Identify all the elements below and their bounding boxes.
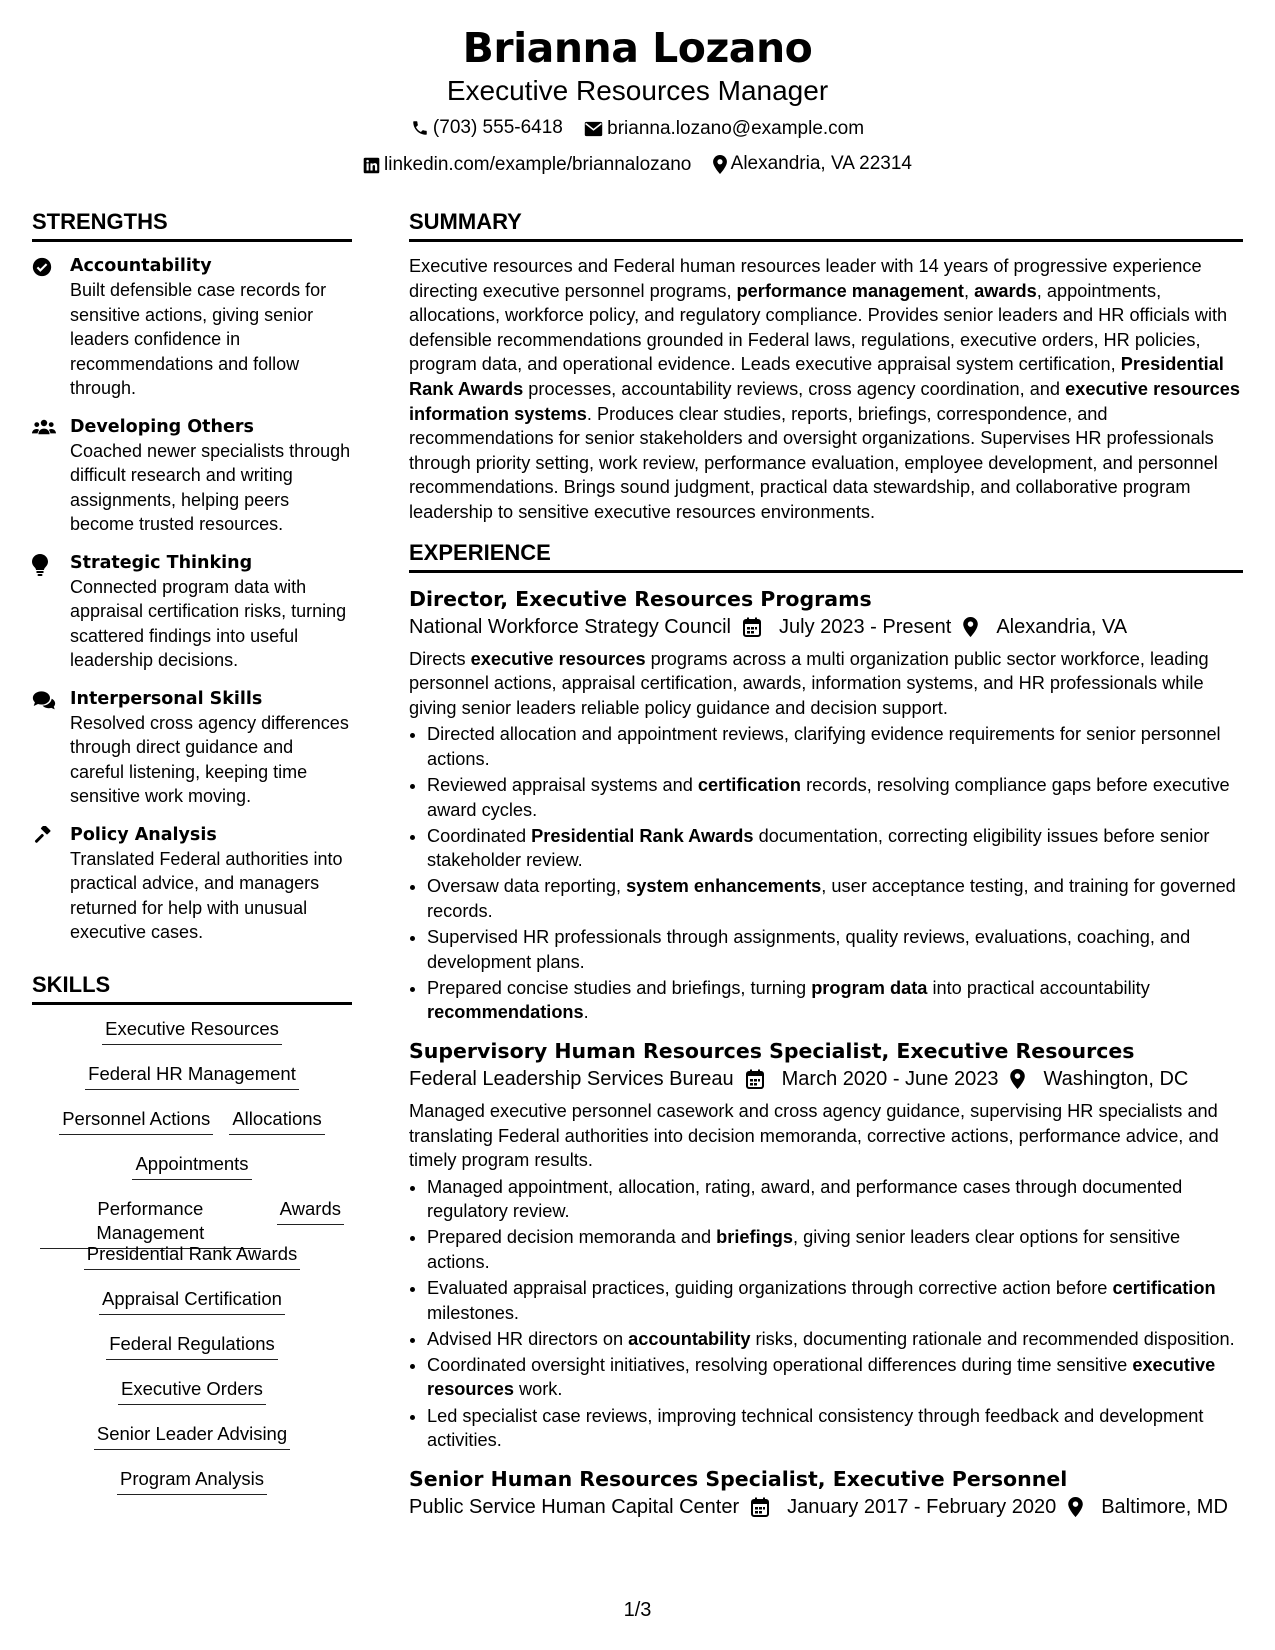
skill-tag: Allocations xyxy=(229,1107,324,1135)
page-number: 1/3 xyxy=(623,1599,652,1621)
bullet-item: • Managed appointment, allocation, rating, award, and performance cases through documented regulatory review. xyxy=(427,1175,1243,1224)
skills-list xyxy=(32,1017,352,1512)
job-title: Senior Human Resources Specialist, Executive Personnel xyxy=(409,1466,1068,1491)
lightbulb-icon xyxy=(32,551,70,673)
job-description: Directs executive resources programs across a multi organization public sector workforce, leading personnel actions, appraisal certification, awards, information systems, and HR professionals while giving senior leaders reliable policy guidance and decision support. xyxy=(409,648,1209,718)
org-text: Public Service Human Capital Center xyxy=(409,1495,740,1518)
dates-text: July 2023 - Present xyxy=(779,615,952,638)
bold-phrase: briefings xyxy=(716,1227,793,1248)
contact-row-2 xyxy=(0,152,1275,181)
location-text: Washington, DC xyxy=(1043,1067,1189,1090)
bullet-item: • Reviewed appraisal systems and certification records, resolving compliance gaps before executive award cycles. xyxy=(427,773,1243,822)
resume-header xyxy=(0,22,1275,181)
contact-email[interactable] xyxy=(584,117,864,141)
skill-row xyxy=(32,1422,352,1467)
candidate-title: Executive Resources Manager xyxy=(446,75,829,106)
skill-tag: Appraisal Certification xyxy=(99,1287,285,1315)
jobs-list xyxy=(409,585,1243,1521)
skill-tag: Personnel Actions xyxy=(59,1107,213,1135)
strengths-heading: STRENGTHS xyxy=(32,208,352,242)
job-org xyxy=(409,1493,739,1521)
bold-phrase: certification xyxy=(1112,1278,1216,1299)
contact-location xyxy=(713,152,912,176)
bullet-item: • Led specialist case reviews, improving technical consistency through feedback and development activities. xyxy=(427,1404,1243,1453)
job-entry xyxy=(409,1465,1243,1521)
skill-tag: Senior Leader Advising xyxy=(94,1422,290,1450)
job-bullets xyxy=(409,722,1243,1025)
experience-heading: EXPERIENCE xyxy=(409,539,1243,573)
skill-row xyxy=(32,1017,352,1062)
bullet-item: • Evaluated appraisal practices, guiding organizations through corrective action before certification milestones. xyxy=(427,1276,1243,1325)
job-title: Supervisory Human Resources Specialist, Executive Resources xyxy=(409,1038,1135,1063)
linkedin-text: linkedin.com/example/briannalozano xyxy=(384,154,692,175)
users-icon xyxy=(32,415,70,537)
check-circle-icon xyxy=(32,254,70,401)
bullet-item: • Coordinated oversight initiatives, resolving operational differences during time sensitive executive resources work. xyxy=(427,1353,1243,1402)
dates-text: March 2020 - June 2023 xyxy=(781,1067,999,1090)
strength-item xyxy=(32,415,352,537)
bold-phrase: program data xyxy=(811,977,928,998)
bullet-item: • Prepared decision memoranda and briefings, giving senior leaders clear options for sensitive actions. xyxy=(427,1225,1243,1274)
contact-linkedin[interactable] xyxy=(363,153,691,177)
bold-phrase: executive resources xyxy=(470,648,646,669)
org-text: Federal Leadership Services Bureau xyxy=(409,1067,734,1090)
bullet-item: • Advised HR directors on accountability risks, documenting rationale and recommended disposition. xyxy=(427,1327,1243,1352)
linkedin-icon xyxy=(363,157,380,174)
strength-title: Interpersonal Skills xyxy=(70,688,263,709)
strength-item xyxy=(32,823,352,945)
strength-description: Translated Federal authorities into practical advice, and managers returned for help with unusual executive cases. xyxy=(70,848,343,942)
skill-tag: Executive Resources xyxy=(102,1017,282,1045)
bullet-item: • Oversaw data reporting, system enhancements, user acceptance testing, and training for governed records. xyxy=(427,874,1243,923)
bold-phrase: awards xyxy=(974,280,1037,301)
envelope-icon xyxy=(584,121,603,137)
strength-description: Coached newer specialists through difficult research and writing assignments, helping peers become trusted resources. xyxy=(70,440,351,534)
calendar-icon xyxy=(746,1069,772,1089)
email-text: brianna.lozano@example.com xyxy=(607,118,865,139)
job-location xyxy=(1068,1493,1228,1521)
bold-phrase: executive resources information systems xyxy=(409,378,1241,424)
bullet-item: • Directed allocation and appointment reviews, clarifying evidence requirements for senior personnel actions. xyxy=(427,722,1243,771)
skills-heading: SKILLS xyxy=(32,971,352,1005)
bold-phrase: executive resources xyxy=(427,1354,1216,1400)
gavel-icon xyxy=(32,823,70,945)
skill-row xyxy=(32,1332,352,1377)
strength-description: Connected program data with appraisal certification risks, turning scattered findings into useful leadership decisions. xyxy=(70,576,347,670)
skill-row xyxy=(32,1062,352,1107)
bold-phrase: recommendations xyxy=(427,1002,584,1023)
job-bullets xyxy=(409,1175,1243,1453)
skill-tag: Appointments xyxy=(132,1152,251,1180)
skill-tag: Federal Regulations xyxy=(106,1332,278,1360)
summary-heading: SUMMARY xyxy=(409,208,1243,242)
contact-phone xyxy=(411,116,563,140)
job-description: Managed executive personnel casework and cross agency guidance, supervising HR specialists and translating Federal authorities into decision memoranda, corrective actions, performance advice, and timely program results. xyxy=(409,1100,1219,1171)
map-pin-icon xyxy=(713,155,727,174)
strength-description: Built defensible case records for sensitive actions, giving senior leaders confidence in recommendations and follow through. xyxy=(70,280,327,398)
skill-row xyxy=(32,1107,352,1152)
location-text: Baltimore, MD xyxy=(1101,1495,1228,1518)
job-dates xyxy=(743,613,951,641)
strengths-list xyxy=(32,254,352,945)
job-org xyxy=(409,613,731,641)
dates-text: January 2017 - February 2020 xyxy=(787,1495,1057,1518)
location-text: Alexandria, VA xyxy=(996,615,1128,638)
candidate-name: Brianna Lozano xyxy=(462,24,813,72)
job-meta xyxy=(409,1493,1243,1521)
skill-tag: Executive Orders xyxy=(118,1377,266,1405)
strength-title: Strategic Thinking xyxy=(70,552,253,573)
bullet-item: • Coordinated Presidential Rank Awards documentation, correcting eligibility issues before senior stakeholder review. xyxy=(427,824,1243,873)
job-dates xyxy=(751,1493,1056,1521)
skill-tag: Presidential Rank Awards xyxy=(84,1242,300,1270)
strength-item xyxy=(32,687,352,809)
bullet-item: • Prepared concise studies and briefings, turning program data into practical accountability recommendations. xyxy=(427,976,1243,1025)
skill-tag: Awards xyxy=(277,1197,344,1225)
right-column xyxy=(409,208,1243,1527)
bold-phrase: performance management xyxy=(736,280,964,301)
left-column xyxy=(32,208,352,1512)
job-org xyxy=(409,1065,734,1093)
job-entry xyxy=(409,585,1243,1025)
summary-text: Executive resources and Federal human resources leader with 14 years of progressive experience directing executive personnel programs, performance management, awards, appointments, allocations, workforce policy, and regulatory compliance. Provides senior leaders and HR officials with defensible recommendations grounded in Federal laws, regulations, executive orders, HR policies, program data, and operational evidence. Leads executive appraisal system certification, Presidential Rank Awards processes, accountability reviews, cross agency coordination, and executive resources information systems. Produces clear studies, reports, briefings, correspondence, and recommendations for senior stakeholders and oversight organizations. Supervises HR professionals through priority setting, work review, performance evaluation, employee development, and personnel recommendations. Brings sound judgment, practical data stewardship, and collaborative program leadership to sensitive executive resources environments. xyxy=(409,256,1241,522)
location-text: Alexandria, VA 22314 xyxy=(730,153,912,174)
strength-title: Accountability xyxy=(70,256,212,276)
map-pin-icon xyxy=(1010,1069,1033,1089)
skill-tag: Federal HR Management xyxy=(85,1062,299,1090)
map-pin-icon xyxy=(1068,1497,1091,1517)
phone-text: (703) 555-6418 xyxy=(432,117,563,138)
job-title: Director, Executive Resources Programs xyxy=(409,586,872,611)
org-text: National Workforce Strategy Council xyxy=(409,615,731,638)
skill-row xyxy=(32,1377,352,1422)
skill-row xyxy=(32,1467,352,1512)
comments-icon xyxy=(32,687,70,809)
job-meta xyxy=(409,1065,1243,1093)
skill-row xyxy=(32,1197,352,1242)
job-location xyxy=(1010,1065,1188,1093)
skill-row xyxy=(32,1287,352,1332)
bold-phrase: Presidential Rank Awards xyxy=(409,354,1224,399)
skill-tag: Performance Management xyxy=(40,1197,261,1249)
calendar-icon xyxy=(743,617,769,637)
bold-phrase: system enhancements xyxy=(626,876,822,897)
strength-description: Resolved cross agency differences through direct guidance and careful listening, keeping time sensitive work moving. xyxy=(70,712,349,806)
skill-tag: Program Analysis xyxy=(117,1467,267,1495)
strength-title: Developing Others xyxy=(70,416,254,437)
bold-phrase: certification xyxy=(697,775,802,795)
job-dates xyxy=(746,1065,999,1093)
job-entry xyxy=(409,1037,1243,1453)
skill-row xyxy=(32,1152,352,1197)
job-location xyxy=(963,613,1127,641)
job-meta xyxy=(409,613,1243,641)
bold-phrase: Presidential Rank Awards xyxy=(531,825,754,846)
bold-phrase: accountability xyxy=(628,1328,751,1349)
phone-icon xyxy=(411,119,429,137)
bullet-item: • Supervised HR professionals through assignments, quality reviews, evaluations, coaching, and development plans. xyxy=(427,925,1243,974)
strength-item xyxy=(32,551,352,673)
map-pin-icon xyxy=(963,617,986,637)
strength-item xyxy=(32,254,352,401)
contact-row-1 xyxy=(0,116,1275,144)
strength-title: Policy Analysis xyxy=(70,824,217,845)
calendar-icon xyxy=(751,1497,777,1517)
